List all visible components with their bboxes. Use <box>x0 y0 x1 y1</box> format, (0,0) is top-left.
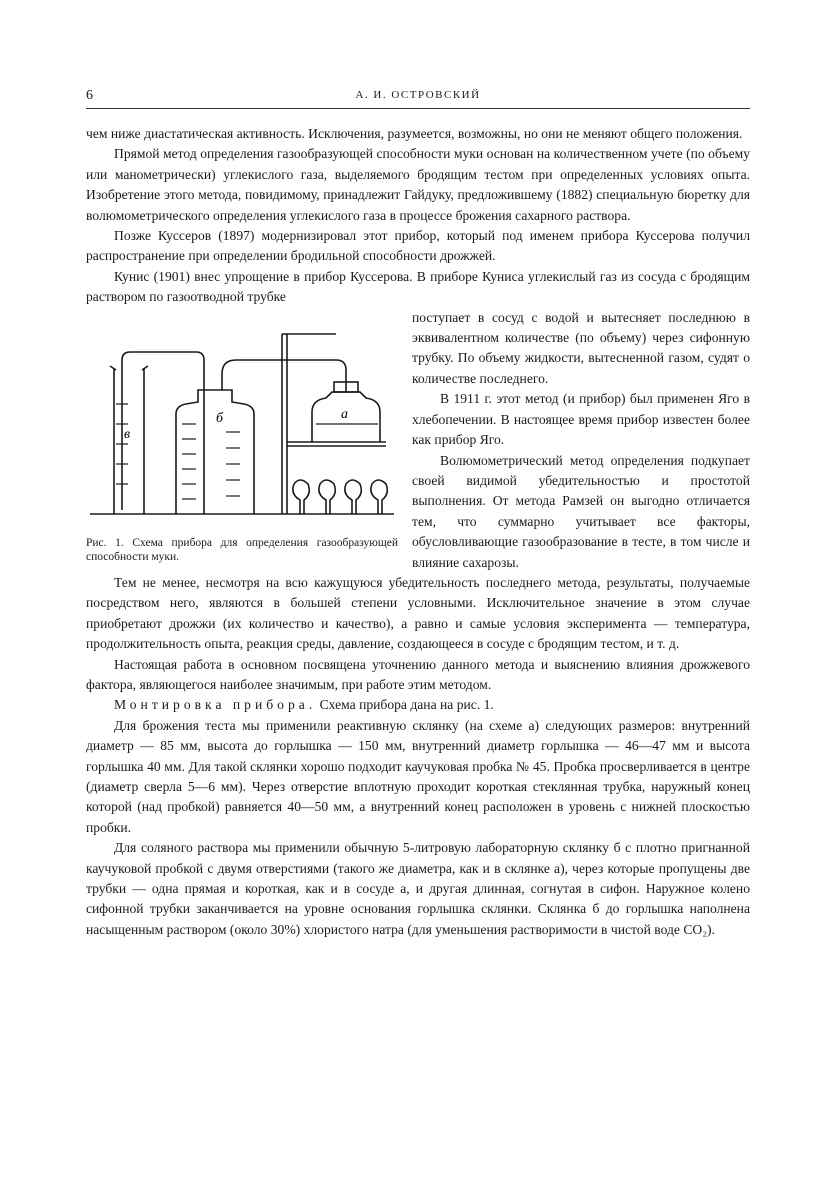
paragraph: Прямой метод определения газообразующей способности муки основан на количественном учете (по объему или манометрически) углекислого газа, выделяемого бродящим тестом при определенных условиях опыта. Изобретение этого метода, повидимому, принадлежит Гайдуку, предложившему (1882) специальную бюретку для волюмометрического определения углекислого газа в процессе брожения сахарного раствора. <box>86 146 750 223</box>
flask <box>371 480 387 514</box>
paragraph: поступает в сосуд с водой и вытесняет последнюю в эквивалентном количестве (по объему) через сифонную трубку. По объему жидкости, вытесненной газом, судят о количестве последнего. <box>412 309 750 386</box>
flask <box>345 480 361 514</box>
flask <box>293 480 309 514</box>
label-a: а <box>341 406 348 422</box>
paragraph: Тем не менее, несмотря на всю кажущуюся убедительность последнего метода, результаты, получаемые посредством него, являются в большей степени условными. Исключительное значение в этом случае приобретают дрожжи (их количество и качество), а равно и самые условия эксперимента — температура, продолжительность опыта, реакция среды, давление, создающееся в сосуде с бродящим тестом, и т. д. <box>86 574 750 652</box>
cylinder-rim <box>110 366 148 370</box>
figure-1 <box>86 314 398 564</box>
label-b: б <box>216 410 224 426</box>
section-text: Схема прибора дана на рис. 1. <box>316 697 494 713</box>
body-text <box>86 124 750 940</box>
label-v: в <box>124 426 131 442</box>
paragraph: Волюмометрический метод определения подкупает своей видимой убедительностью и простотой выполнения. От метода Рамзей он выгодно отличается тем, что суммарно учитывает все факторы, обусловливающие газообразование в тесте, в том числе и влияние сахарозы. <box>412 452 750 570</box>
paragraph: Для соляного раствора мы применили обычную 5-литровую лабораторную склянку б с плотно пригнанной каучуковой пробкой с двумя отверстиями (такого же диаметра, как и в склянке а), через которые пропущены две трубки — одна прямая и короткая, как и в сосуде а, и другая длинная, согнутая в сифон. Наружное колено сифонной трубки заканчивается на уровне основания горлышка склянки. Склянка б до горлышка наполнена насыщенным раствором (около 30%) хлористого натра (для уменьшения растворимости в чистой воде CO₂). <box>86 840 750 937</box>
siphon-tube <box>122 352 204 514</box>
running-head: А. И. ОСТРОВСКИЙ <box>355 89 481 101</box>
paragraph: Настоящая работа в основном посвящена уточнению данного метода и выяснению влияния дрожжевого фактора, являющегося наиболее значимым, при работе этим методом. <box>86 656 750 692</box>
page-number: 6 <box>86 88 93 103</box>
shelf <box>287 442 386 446</box>
paragraph: Кунис (1901) внес упрощение в прибор Куссерова. В приборе Куниса углекислый газ из сосуда с бродящим раствором по газоотводной трубке <box>86 268 750 305</box>
stand-post <box>282 334 287 514</box>
section-heading: Монтировка прибора. <box>114 697 317 713</box>
page-header <box>86 88 750 109</box>
paragraph: В 1911 г. этот метод (и прибор) был применен Яго в хлебопечении. В настоящее время прибор известен более как прибор Яго. <box>412 391 750 448</box>
paragraph: Для брожения теста мы применили реактивную склянку (на схеме а) следующих размеров: внутренний диаметр — 85 мм, высота до горлышка — 150 мм, внутренний диаметр горлышка — 46—47 мм и высота горлышка 40 мм. Для такой склянки хорошо подходит каучуковая пробка № 45. Пробка просверливается в центре (диаметр сверла 5—6 мм). Через отверстие вплотную проходит короткая стеклянная трубка, наружный конец которой (над пробкой) равняется 40—50 мм, а внутренний конец расположен в уровень с нижней плоскостью пробки. <box>86 717 750 835</box>
figure-caption: Рис. 1. Схема прибора для определения газообразующей способности муки. <box>86 536 398 563</box>
short-tube <box>222 360 346 392</box>
paragraph: Позже Куссеров (1897) модернизировал этот прибор, который под именем прибора Куссерова получил распространение при определении бродильной способности дрожжей. <box>86 228 750 264</box>
bottle-b <box>176 390 254 514</box>
section-paragraph <box>86 695 750 715</box>
apparatus-diagram <box>86 314 398 532</box>
flask <box>319 480 335 514</box>
paragraph: чем ниже диастатическая активность. Исключения, разумеется, возможны, но они не меняют общего положения. <box>86 126 743 141</box>
